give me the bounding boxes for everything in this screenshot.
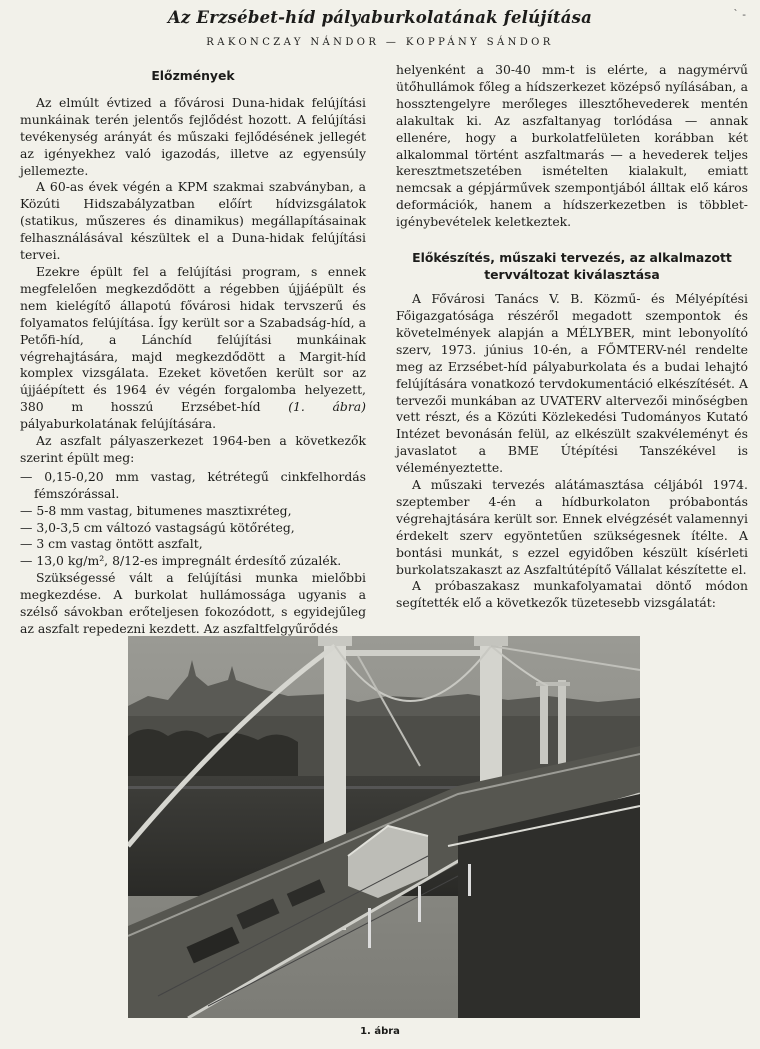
figure-reference: (1. ábra)	[288, 399, 367, 415]
article-authors: RAKONCZAY NÁNDOR — KOPPÁNY SÁNDOR	[206, 37, 554, 48]
corner-mark: ` -	[733, 8, 746, 21]
section-heading-background: Előzmények	[151, 68, 235, 83]
figure-caption: 1. ábra	[360, 1026, 400, 1037]
list-item: — 3,0-3,5 cm változó vastagságú kötőréteg,	[20, 519, 295, 535]
section-heading-preparation: Előkészítés, műszaki tervezés, az alkalmazott tervváltozat kiválasztása	[412, 250, 732, 283]
paragraph: helyenként a 30-40 mm-t is elérte, a nagymérvű ütőhullámok főleg a hídszerkezet középső nyílásában, a hossztengelyre merőleges illesztőhevederek mentén alakultak ki. Az aszfaltanyag torlódása — annak ellenére, hogy a burkolatfelületen korábban két alkalommal történt aszfaltmarás — a hevederek teljes keresztmetszetében ismételten kialakult, emiatt nemcsak a gépjárművek szempontjából álltak elő káros deformációk, hanem a hídszerkezetben is többlet-igénybevételek keletkeztek.	[396, 62, 748, 230]
paragraph-text: Ezekre épült fel a felújítási program, s ennek megfelelően megkezdődött a régebben újjáépült és nem kielégítő állapotú fővárosi hidak tervszerű és folyamatos felújítása. Így került sor a Szabadság-híd, a Petőfi-híd, a Lánchíd felújítási munkáinak végrehajtására, majd megkezdődött a Margit-híd komplex vizsgálata. Ezeket követően került sor az újjáépített és 1964 év végén forgalomba helyezett, 380 m hosszú Erzsébet-híd	[20, 263, 366, 415]
paragraph	[20, 264, 366, 433]
paragraph: A 60-as évek végén a KPM szakmai szabványban, a Közúti Hidszabályzatban előírt hídvizsgálatok (statikus, műszeres és dinamikus) megállapításainak felhasználásával készültek el a Duna-hidak felújítási tervei.	[20, 179, 366, 263]
layer-list	[20, 469, 366, 570]
article-title: Az Erzsébet-híd pályaburkolatának felújítása	[167, 8, 593, 27]
paragraph: Az aszfalt pályaszerkezet 1964-ben a következők szerint épült meg:	[20, 433, 366, 465]
paragraph: A próbaszakasz munkafolyamatai döntő módon segítették elő a következők tüzetesebb vizsgálatát:	[396, 578, 748, 611]
paragraph: A Fővárosi Tanács V. B. Közmű- és Mélyépítési Főigazgatósága részéről megadott szempontok és követelmények alapján a MÉLYBER, mint lebonyolító szerv, 1973. június 10-én, a FŐMTERV-nél rendelte meg az Erzsébet-híd pályaburkolata és a budai lehajtó felújítására vonatkozó tervdokumentáció elkészítését. A tervezői munkában az UVATERV altervezői minőségben vett részt, és a Közúti Közlekedési Tudományos Kutató Intézet bevonásán felül, az elkészült szakvéleményt és javaslatot a BME Útépítési Tanszékével is véleményeztette.	[396, 291, 748, 476]
list-item: — 3 cm vastag öntött aszfalt,	[20, 536, 203, 552]
paragraph: Az elmúlt évtized a fővárosi Duna-hidak felújítási munkáinak terén jelentős fejlődést hozott. A felújítási tevékenység arányát és műszaki fejlődésének jellegét az igényekhez való igazodás, illetve az egyensúly jellemezte.	[20, 94, 366, 178]
paragraph-text: pályaburkolatának felújítására.	[20, 416, 217, 432]
list-item: — 5-8 mm vastag, bitumenes masztixréteg,	[20, 502, 292, 518]
left-column	[20, 62, 366, 638]
list-item: — 13,0 kg/m², 8/12-es impregnált érdesítő zúzalék.	[20, 553, 342, 569]
paragraph: A műszaki tervezés alátámasztása céljából 1974. szeptember 4-én a hídburkolaton próbabontás végrehajtására került sor. Ennek elvégzését valamennyi érdekelt szerv egyöntetűen szükségesnek ítélte. A bontási munkát, s ezzel egyidőben készült kísérleti burkolatszakaszt az Aszfaltútépítő Vállalat készítette el.	[396, 477, 748, 577]
bridge-photo	[128, 636, 640, 1018]
bridge-photo-illustration	[128, 636, 640, 1018]
list-item: — 0,15-0,20 mm vastag, kétrétegű cinkfelhordás fémszórással.	[20, 468, 366, 501]
paragraph: Szükségessé vált a felújítási munka mielőbbi megkezdése. A burkolat hullámossága ugyanis a szélső sávokban erőteljesen fokozódott, s egyidejűleg az aszfalt repedezni kezdett. Az aszfaltfelgyűrődés	[20, 570, 366, 636]
right-column	[396, 62, 748, 612]
